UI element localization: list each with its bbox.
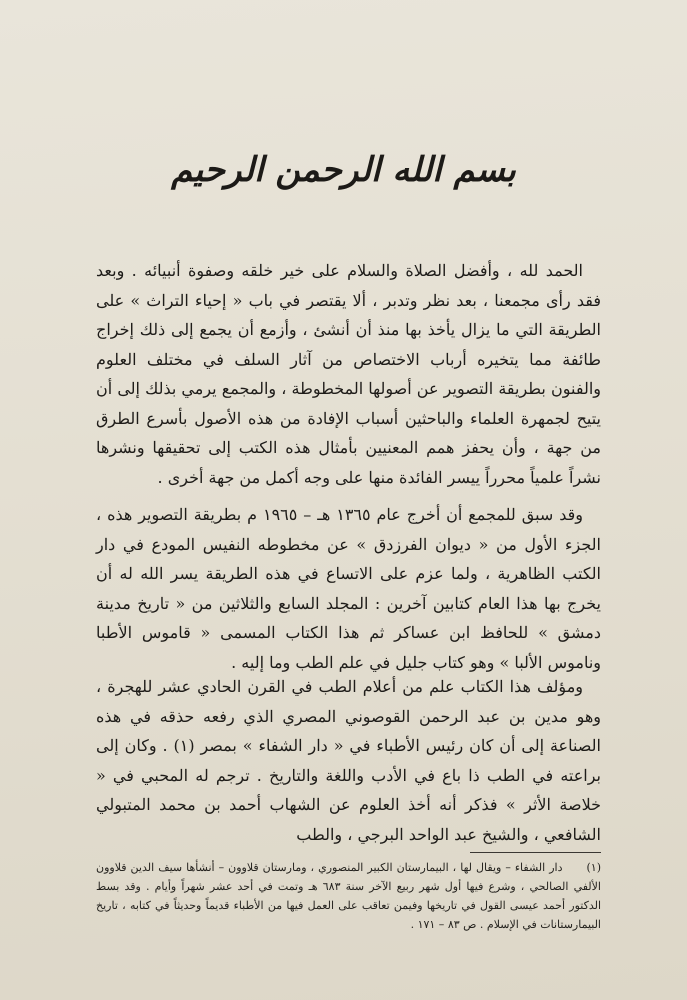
paragraph-1-block: [96, 256, 601, 492]
basmala-heading: بسم الله الرحمن الرحيم: [171, 150, 516, 190]
paragraph-3: ومؤلف هذا الكتاب علم من أعلام الطب في القرن الحادي عشر للهجرة ، وهو مدين بن عبد الرحمن القوصوني المصري الذي رفعه حذقه في هذه الصناعة إلى أن كان رئيس الأطباء في « دار الشفاء » بمصر (١) . وكان إلى براعته في الطب ذا باع في الأدب واللغة والتاريخ . ترجم له المحبي في « خلاصة الأثر » فذكر أنه أخذ العلوم عن الشهاب أحمد بن محمد المتبولي الشافعي ، والشيخ عبد الواحد البرجي ، والطب: [96, 677, 601, 844]
footnote-number: (١): [586, 861, 601, 874]
paragraph-3-block: [96, 672, 601, 849]
footnote-separator: [470, 852, 601, 853]
paragraph-2-block: [96, 500, 601, 677]
paragraph-1: الحمد لله ، وأفضل الصلاة والسلام على خير خلقه وصفوة أنبيائه . وبعد فقد رأى مجمعنا ، بعد نظر وتدبر ، ألا يقتصر في باب « إحياء التراث » على الطريقة التي ما يزال يأخذ بها منذ أن أنشئ ، وأزمع أن يجمع إلى ذلك إخراج طائفة مما يتخيره أرباب الاختصاص من آثار السلف في مختلف العلوم والفنون بطريقة التصوير عن أصولها المخطوطة ، والمجمع يرمي بذلك إلى أن يتيح لجمهرة العلماء والباحثين أسباب الإفادة من هذه الأصول بأسرع الطرق من جهة ، وأن يحفز همم المعنيين بأمثال هذه الكتب إلى تحقيقها ونشرها نشراً علمياً محرراً ييسر الفائدة منها على وجه أكمل من جهة أخرى .: [96, 261, 601, 487]
footnote-text: دار الشفاء – ويقال لها ، البيمارستان الكبير المنصوري ، ومارستان قلاوون – أنشأها سيف الدين قلاوون الألفي الصالحي ، وشرع فيها أول شهر ربيع الآخر سنة ٦٨٣ هـ وتمت في أحد عشر شهراً وأيام . وقد بسط الدكتور أحمد عيسى القول في تاريخها وفيمن تعاقب على العمل فيها من الأطباء قديماً وحديثاً في كتابه ، تاريخ البيمارستانات في الإسلام . ص ٨٣ – ١٧١ .: [96, 861, 601, 931]
footnote: [96, 858, 601, 934]
paragraph-2: وقد سبق للمجمع أن أخرج عام ١٣٦٥ هـ – ١٩٦٥ م بطريقة التصوير هذه ، الجزء الأول من « ديوان الفرزدق » عن مخطوطه النفيس المودع في دار الكتب الظاهرية ، ولما عزم على الاتساع في هذه الطريقة يسر الله له أن يخرج بها هذا العام كتابين آخرين : المجلد السابع والثلاثين من « تاريخ مدينة دمشق » للحافظ ابن عساكر ثم هذا الكتاب المسمى « قاموس الأطبا وناموس الألبا » وهو كتاب جليل في علم الطب وما إليه .: [96, 505, 602, 672]
